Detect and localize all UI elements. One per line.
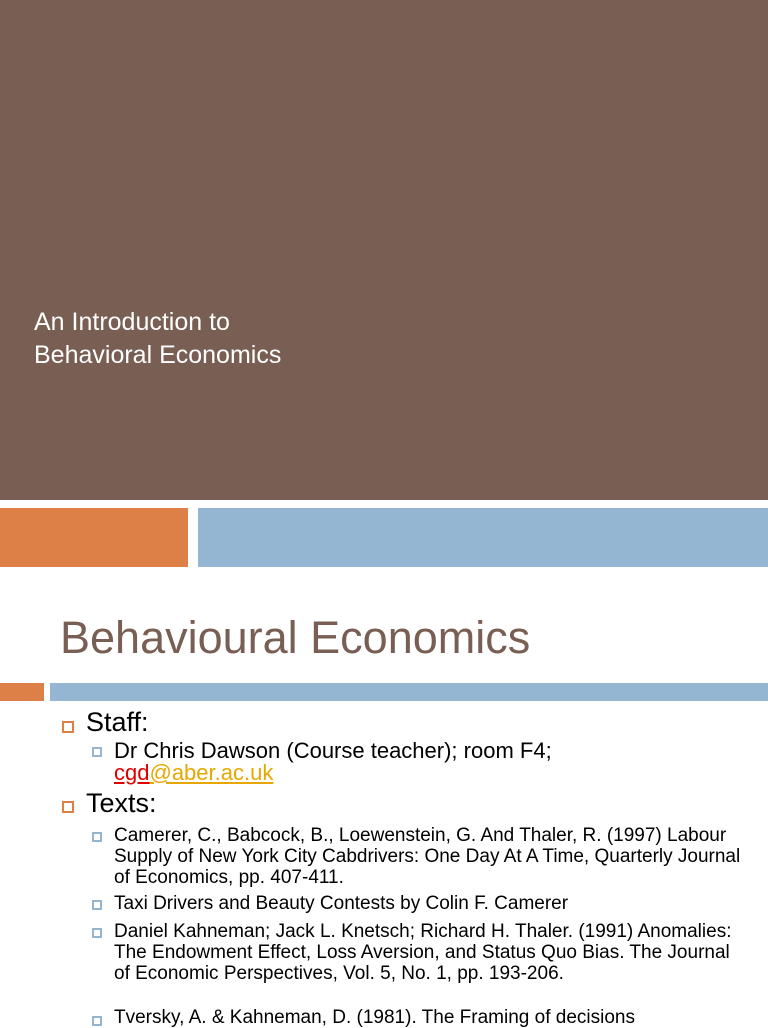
text-reference-item: Taxi Drivers and Beauty Contests by Colin F. Camerer (114, 893, 569, 914)
square-bullet-icon (62, 801, 74, 813)
square-bullet-icon (92, 1016, 102, 1026)
square-bullet-icon (92, 832, 102, 842)
square-bullet-icon (92, 928, 102, 938)
title-underline-orange (0, 683, 44, 701)
texts-heading: Texts: (86, 788, 157, 818)
staff-item (114, 740, 744, 784)
decorative-blue-band (198, 508, 768, 567)
text-reference-item: Daniel Kahneman; Jack L. Knetsch; Richard H. Thaler. (1991) Anomalies: The Endowment Effect, Loss Aversion, and Status Quo Bias. The Journal of Economic Perspectives, Vol. 5, No. 1, pp. 193-206. (114, 921, 732, 984)
title-underline-blue (50, 683, 768, 701)
decorative-orange-band (0, 508, 188, 567)
square-bullet-icon (92, 747, 102, 757)
presentation-title-line-1: An Introduction to (34, 308, 230, 336)
text-reference-item: Tversky, A. & Kahneman, D. (1981). The Framing of decisions (114, 1007, 635, 1028)
text-reference-item: Camerer, C., Babcock, B., Loewenstein, G. And Thaler, R. (1997) Labour Supply of New York City Cabdrivers: One Day At A Time, Quarterly Journal of Economics, pp. 407-411. (114, 825, 741, 888)
title-slide-background (0, 0, 768, 500)
presentation-title (34, 306, 634, 372)
staff-email[interactable] (114, 762, 744, 784)
email-domain-link[interactable]: @aber.ac.uk (149, 760, 274, 785)
square-bullet-icon (62, 721, 74, 733)
staff-item-text: Dr Chris Dawson (Course teacher); room F4; (114, 738, 552, 763)
presentation-title-line-2: Behavioral Economics (34, 341, 282, 369)
staff-heading: Staff: (86, 707, 149, 737)
content-slide (0, 570, 768, 1028)
email-user-link[interactable]: cgd (114, 760, 150, 785)
square-bullet-icon (92, 900, 102, 910)
slide-title: Behavioural Economics (60, 612, 531, 663)
